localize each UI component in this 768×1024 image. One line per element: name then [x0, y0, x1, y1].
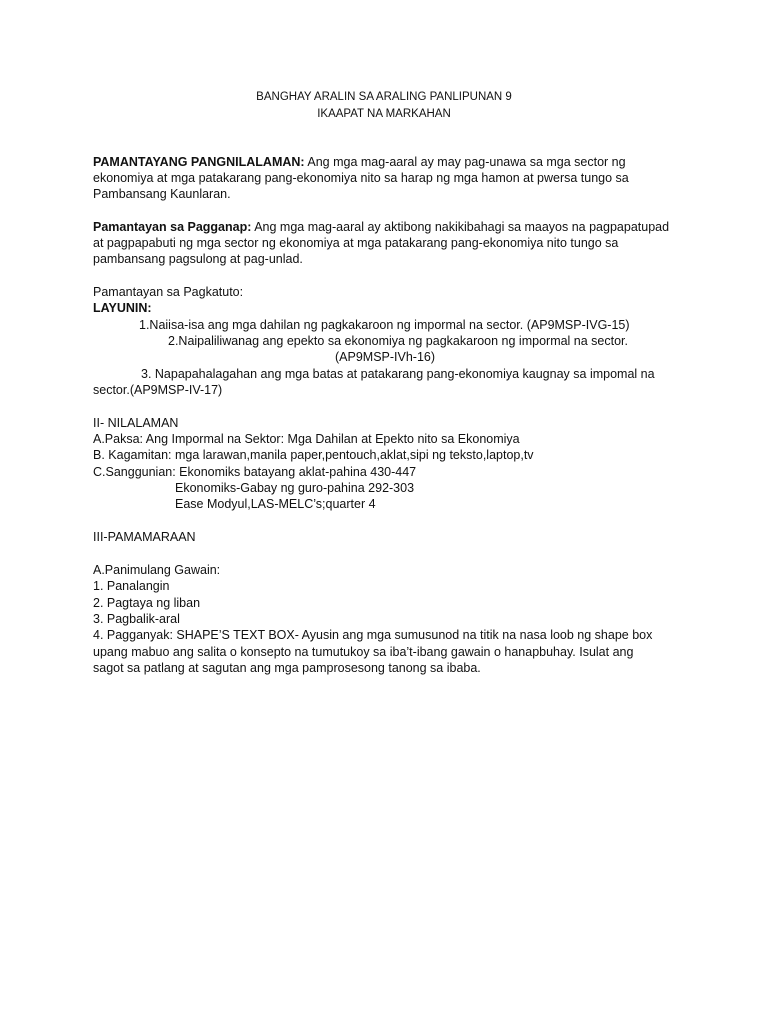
pamantayan-sa-pagganap-text: Ang mga mag-aaral ay aktibong nakikibahagi sa maayos na pagpapatupad [251, 220, 670, 234]
panimulang-step-4-line3: sagot sa patlang at sagutan ang mga pamprosesong tanong sa ibaba. [93, 661, 481, 675]
document-title: BANGHAY ARALIN SA ARALING PANLIPUNAN 9 [256, 91, 512, 103]
pamantayang-pangnilalaman-line2: ekonomiya at mga patakarang pang-ekonomiya nito sa harap ng mga hamon at pwersa tungo sa [93, 171, 629, 185]
panimulang-step-2: 2. Pagtaya ng liban [93, 596, 201, 610]
document-subtitle: IKAAPAT NA MARKAHAN [317, 108, 451, 120]
panimulang-gawain-heading: A.Panimulang Gawain: [93, 563, 221, 577]
panimulang-step-1: 1. Panalangin [93, 579, 170, 593]
layunin-item-2: 2.Naipaliliwanag ang epekto sa ekonomiya ng pagkakaroon ng impormal na sector. [168, 334, 629, 348]
nilalaman-sanggunian-2: Ekonomiks-Gabay ng guro-pahina 292-303 [175, 481, 415, 495]
pamantayan-sa-pagganap-line3: pambansang pagsulong at pag-unlad. [93, 252, 303, 266]
panimulang-step-4-line1: 4. Pagganyak: SHAPE’S TEXT BOX- Ayusin ang mga sumusunod na titik na nasa loob ng shape box [93, 628, 653, 642]
pamantayan-sa-pagganap-line2: at pagpapabuti ng mga sector ng ekonomiya at mga patakarang pang-ekonomiya nito tungo sa [93, 236, 619, 250]
pamantayang-pangnilalaman-line1 [93, 154, 626, 170]
pamantayang-pangnilalaman-line3: Pambansang Kaunlaran. [93, 187, 231, 201]
pamantayang-pangnilalaman-text: Ang mga mag-aaral ay may pag-unawa sa mga sector ng [304, 155, 626, 169]
nilalaman-paksa: A.Paksa: Ang Impormal na Sektor: Mga Dahilan at Epekto nito sa Ekonomiya [93, 432, 520, 446]
pamantayang-pangnilalaman-label: PAMANTAYANG PANGNILALAMAN: [93, 155, 305, 169]
pamantayan-sa-pagkatuto-heading: Pamantayan sa Pagkatuto: [93, 285, 244, 299]
panimulang-step-3: 3. Pagbalik-aral [93, 612, 180, 626]
layunin-label: LAYUNIN: [93, 301, 152, 315]
layunin-item-1: 1.Naiisa-isa ang mga dahilan ng pagkakaroon ng impormal na sector. (AP9MSP-IVG-15) [139, 318, 630, 332]
layunin-item-3-line2: sector.(AP9MSP-IV-17) [93, 383, 223, 397]
pamantayan-sa-pagganap-label: Pamantayan sa Pagganap: [93, 220, 252, 234]
nilalaman-kagamitan: B. Kagamitan: mga larawan,manila paper,pentouch,aklat,sipi ng teksto,laptop,tv [93, 448, 534, 462]
pamantayan-sa-pagganap-line1 [93, 219, 669, 235]
nilalaman-sanggunian-3: Ease Modyul,LAS-MELC’s;quarter 4 [175, 497, 376, 511]
layunin-item-3-line1: 3. Napapahalagahan ang mga batas at patakarang pang-ekonomiya kaugnay sa impomal na [141, 367, 655, 381]
panimulang-step-4-line2: upang mabuo ang salita o konsepto na tumutukoy sa iba’t-ibang gawain o hanapbuhay. Isulat ang [93, 645, 634, 659]
layunin-item-2-code: (AP9MSP-IVh-16) [335, 350, 436, 364]
nilalaman-heading: II- NILALAMAN [93, 416, 179, 430]
pamamaraan-heading: III-PAMAMARAAN [93, 530, 196, 544]
nilalaman-sanggunian: C.Sanggunian: Ekonomiks batayang aklat-pahina 430-447 [93, 465, 417, 479]
